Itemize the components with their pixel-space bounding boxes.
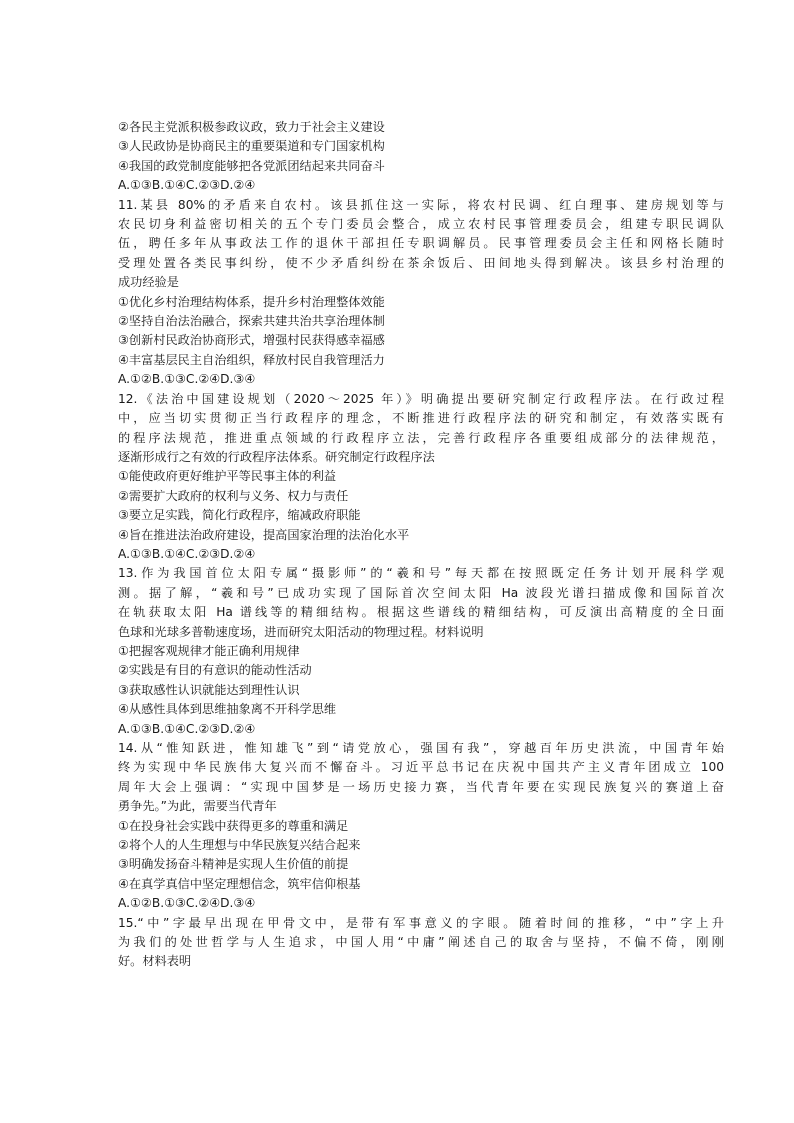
- text-line: 色球和光球多普勒速度场，进而研究太阳活动的物理过程。材料说明: [118, 624, 484, 639]
- text-line: ①优化乡村治理结构体系，提升乡村治理整体效能: [118, 294, 385, 309]
- text-line: ②需要扩大政府的权利与义务、权力与责任: [118, 488, 349, 503]
- text-line: ③要立足实践，简化行政程序，缩减政府职能: [118, 508, 361, 523]
- text-line: 逐渐形成行之有效的行政程序法体系。研究制定行政程序法: [118, 449, 435, 464]
- text-line: ④从感性具体到思维抽象离不开科学思维: [118, 702, 337, 717]
- text-line: 13.作为我国首位太阳专属“摄影师”的“羲和号”每天都在按照既定任务计划开展科学观: [118, 566, 724, 581]
- text-line: ③明确发扬奋斗精神是实现人生价值的前提: [118, 857, 349, 872]
- text-line: 在轨获取太阳 Ha 谱线等的精细结构。根据这些谱线的精细结构，可反演出高精度的全日面: [118, 605, 724, 620]
- text-line: ①能使政府更好维护平等民事主体的利益: [118, 469, 337, 484]
- text-line: ④丰富基层民主自治组织，释放村民自我管理活力: [118, 352, 385, 367]
- text-line: A.①③B.①④C.②③D.②④: [118, 721, 256, 736]
- question-text-block: [118, 118, 724, 972]
- text-line: ②实践是有目的有意识的能动性活动: [118, 663, 312, 678]
- text-line: 为我们的处世哲学与人生追求，中国人用“中庸”阐述自己的取舍与坚持，不偏不倚，刚刚: [118, 935, 724, 950]
- text-line: ④在真学真信中坚定理想信念，筑牢信仰根基: [118, 876, 361, 891]
- text-line: 11.某县 80%的矛盾来自农村。该县抓住这一实际，将农村民调、红白理事、建房规划等与: [118, 197, 724, 212]
- text-line: ②各民主党派积极参政议政，致力于社会主义建设: [118, 120, 385, 134]
- text-line: 测。据了解，“羲和号”已成功实现了国际首次空间太阳 Ha 波段光谱扫描成像和国际首次: [118, 585, 724, 600]
- text-line: 周年大会上强调：“实现中国梦是一场历史接力赛，当代青年要在实现民族复兴的赛道上奋: [118, 779, 724, 794]
- text-line: 中，应当切实贯彻正当行政程序的理念，不断推进行政程序法的研究和制定，有效落实既有: [118, 411, 724, 426]
- text-line: A.①③B.①④C.②③D.②④: [118, 546, 256, 561]
- text-line: ①在投身社会实践中获得更多的尊重和满足: [118, 818, 349, 833]
- text-line: 农民切身利益密切相关的五个专门委员会整合，成立农村民事管理委员会，组建专职民调队: [118, 217, 724, 232]
- text-line: 15.“中”字最早出现在甲骨文中，是带有军事意义的字眼。随着时间的推移，“中”字上升: [118, 915, 724, 930]
- text-line: 的程序法规范，推进重点领域的行政程序立法，完善行政程序各重要组成部分的法律规范，: [118, 430, 724, 445]
- text-line: 14.从“惟知跃进，惟知雄飞”到“请党放心，强国有我”，穿越百年历史洪流，中国青年始: [118, 741, 724, 755]
- text-line: ④旨在推进法治政府建设，提高国家治理的法治化水平: [118, 527, 410, 542]
- text-line: 伍，聘任多年从事政法工作的退休干部担任专职调解员。民事管理委员会主任和网格长随时: [118, 236, 724, 251]
- text-line: 受理处置各类民事纠纷，使不少矛盾纠纷在茶余饭后、田间地头得到解决。该县乡村治理的: [118, 255, 724, 270]
- text-line: A.①③B.①④C.②③D.②④: [118, 178, 256, 193]
- text-line: ②将个人的人生理想与中华民族复兴结合起来: [118, 838, 361, 853]
- text-line: ③创新村民政治协商形式，增强村民获得感幸福感: [118, 333, 385, 348]
- text-line: ④我国的政党制度能够把各党派团结起来共同奋斗: [118, 158, 385, 173]
- text-line: 好。材料表明: [118, 954, 192, 969]
- text-line: ③人民政协是协商民主的重要渠道和专门国家机构: [118, 139, 385, 154]
- text-line: ②坚持自治法治融合，探索共建共治共享治理体制: [118, 314, 385, 329]
- text-line: A.①②B.①③C.②④D.③④: [118, 896, 256, 911]
- text-line: ①把握客观规律才能正确利用规律: [118, 643, 300, 658]
- text-line: A.①②B.①③C.②④D.③④: [118, 372, 256, 387]
- text-line: 12.《法治中国建设规划（2020～2025 年）》明确提出要研究制定行政程序法。在行政过程: [118, 391, 724, 406]
- text-line: 终为实现中华民族伟大复兴而不懈奋斗。习近平总书记在庆祝中国共产主义青年团成立 100: [118, 760, 724, 775]
- text-line: 勇争先。”为此，需要当代青年: [118, 799, 277, 814]
- text-line: ③获取感性认识就能达到理性认识: [118, 682, 300, 697]
- text-line: 成功经验是: [118, 275, 179, 290]
